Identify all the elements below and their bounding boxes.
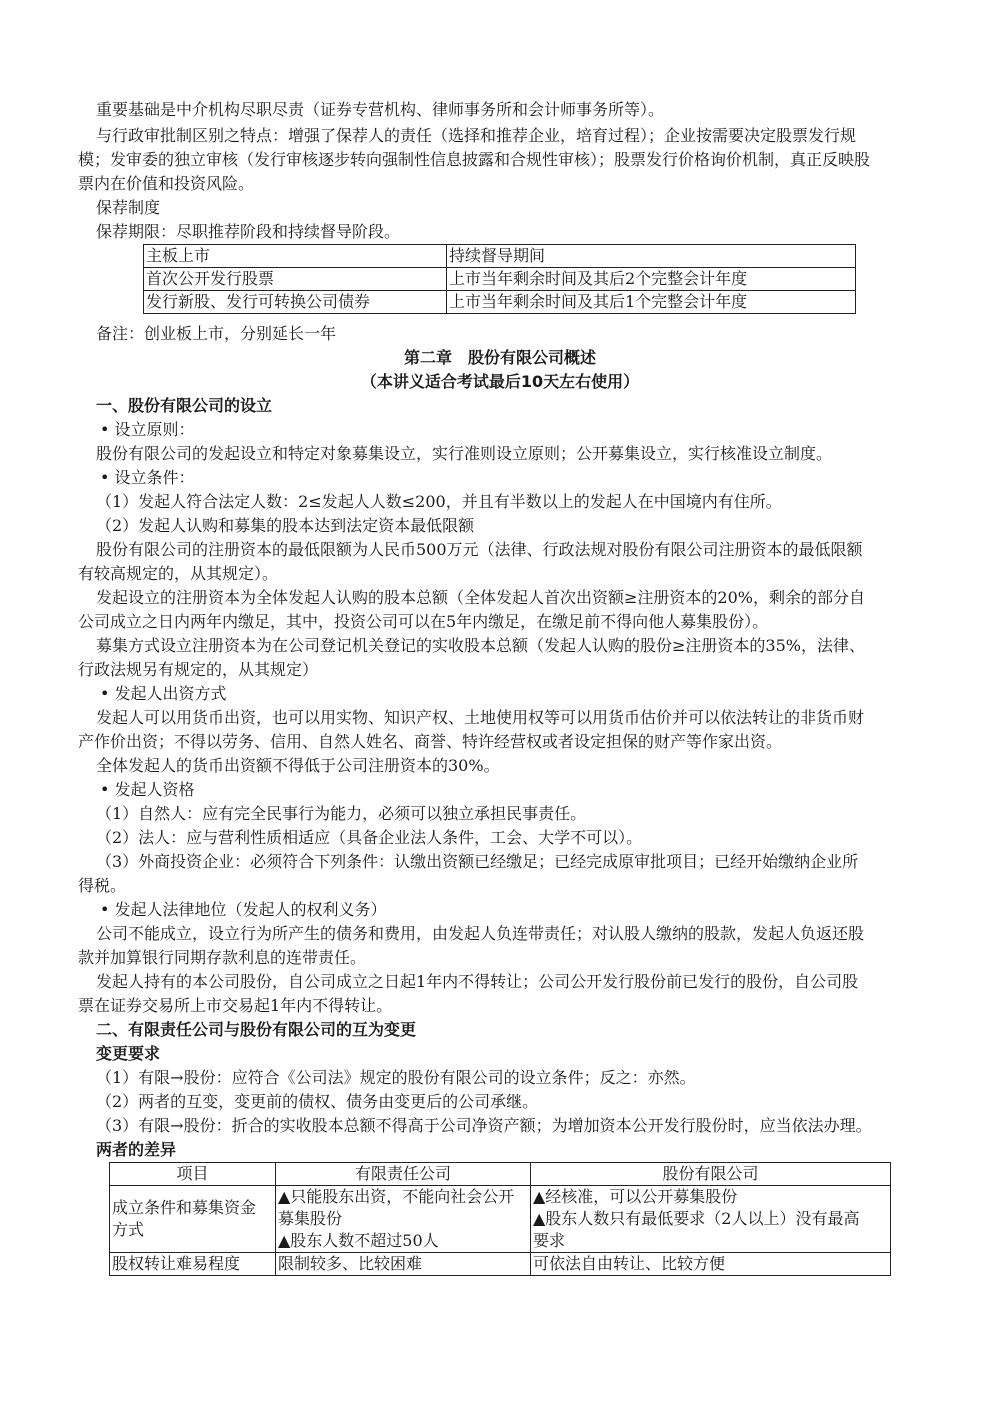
- cell-line: ▲股东人数不超过50人: [278, 1231, 439, 1250]
- paragraph: 票内在价值和投资风险。: [78, 174, 255, 193]
- table-cell: 有限责任公司: [276, 1163, 531, 1186]
- table-cell: 主板上市: [144, 245, 447, 268]
- table-note: 备注：创业板上市，分别延长一年: [96, 324, 337, 343]
- paragraph: （1）自然人：应有完全民事行为能力，必须可以独立承担民事责任。: [96, 804, 587, 823]
- cell-line: 要求: [533, 1231, 566, 1250]
- chapter-subtitle: （本讲义适合考试最后10天左右使用）: [360, 372, 640, 391]
- cell-line: ▲股东人数只有最低要求（2人以上）没有最高: [533, 1209, 860, 1228]
- paragraph: 发起人持有的本公司股份，自公司成立之日起1年内不得转让；公司公开发行股份前已发行的股份，自公司股: [96, 972, 859, 991]
- cell-line: ▲经核准，可以公开募集股份: [533, 1187, 738, 1206]
- chapter-title: 第二章 股份有限公司概述: [403, 348, 596, 367]
- paragraph: 与行政审批制区别之特点：增强了保荐人的责任（选择和推荐企业，培育过程）；企业按需要决定股票发行规: [96, 126, 857, 145]
- table-cell: [276, 1186, 531, 1253]
- paragraph: 产作价出资；不得以劳务、信用、自然人姓名、商誉、特许经营权或者设定担保的财产等作家出资。: [78, 732, 783, 751]
- table-header-row: [110, 1163, 891, 1186]
- paragraph: 募集方式设立注册资本为在公司登记机关登记的实收股本总额（发起人认购的股份≥注册资本的35%，法律、: [96, 636, 865, 655]
- paragraph: 模；发审委的独立审核（发行审核逐步转向强制性信息披露和合规性审核）；股票发行价格询价机制，真正反映股: [78, 150, 871, 169]
- paragraph: （2）法人：应与营利性质相适应（具备企业法人条件，工会、大学不可以）。: [96, 828, 643, 847]
- company-comparison-table: [109, 1162, 891, 1276]
- paragraph: （2）发起人认购和募集的股本达到法定资本最低限额: [96, 516, 475, 535]
- cell-line: 方式: [112, 1220, 145, 1239]
- paragraph: （2）两者的互变，变更前的债权、债务由变更后的公司承继。: [96, 1092, 539, 1111]
- cell-line: ▲只能股东出资，不能向社会公开: [278, 1187, 515, 1206]
- paragraph: 保荐期限：尽职推荐阶段和持续督导阶段。: [96, 222, 401, 241]
- table-cell: 股权转让难易程度: [110, 1253, 276, 1276]
- paragraph: 行政法规另有规定的，从其规定）: [78, 660, 319, 679]
- table-cell: 发行新股、发行可转换公司债券: [144, 291, 447, 314]
- table-cell: 项目: [110, 1163, 276, 1186]
- table-row: [144, 268, 856, 291]
- paragraph: （1）发起人符合法定人数：2≤发起人人数≤200，并且有半数以上的发起人在中国境内有住所。: [96, 492, 782, 511]
- paragraph: 得税。: [78, 876, 127, 895]
- paragraph: 股份有限公司的发起设立和特定对象募集设立，实行准则设立原则；公开募集设立，实行核准设立制度。: [96, 444, 833, 463]
- table-cell: 持续督导期间: [447, 245, 856, 268]
- table-cell: [110, 1186, 276, 1253]
- paragraph: （3）有限→股份：折合的实收股本总额不得高于公司净资产额；为增加资本公开发行股份时，应当依法办理。: [96, 1116, 872, 1135]
- paragraph: 发起设立的注册资本为全体发起人认购的股本总额（全体发起人首次出资额≥注册资本的20%，剩余的部分自: [96, 588, 865, 607]
- bullet-item: • 发起人出资方式: [100, 684, 227, 703]
- subheading: 变更要求: [96, 1044, 161, 1063]
- paragraph: 票在证券交易所上市交易起1年内不得转让。: [78, 996, 393, 1015]
- section-heading: 一、股份有限公司的设立: [96, 396, 273, 415]
- table-cell: 限制较多、比较困难: [276, 1253, 531, 1276]
- paragraph: 款并加算银行同期存款利息的连带责任。: [78, 948, 367, 967]
- paragraph: 公司成立之日内两年内缴足，其中，投资公司可以在5年内缴足，在缴足前不得向他人募集股份）。: [78, 612, 769, 631]
- table-cell: 上市当年剩余时间及其后2个完整会计年度: [447, 268, 856, 291]
- table-cell: [531, 1186, 891, 1253]
- paragraph: 保荐制度: [96, 198, 161, 217]
- paragraph: 全体发起人的货币出资额不得低于公司注册资本的30%。: [96, 756, 500, 775]
- bullet-item: • 设立条件：: [100, 468, 195, 487]
- paragraph: 重要基础是中介机构尽职尽责（证券专营机构、律师事务所和会计师事务所等）。: [96, 100, 665, 119]
- table-row: [110, 1186, 891, 1253]
- bullet-item: • 设立原则：: [100, 420, 195, 439]
- table-cell: 首次公开发行股票: [144, 268, 447, 291]
- table-cell: 可依法自由转让、比较方便: [531, 1253, 891, 1276]
- table-cell: 股份有限公司: [531, 1163, 891, 1186]
- table-header-row: [144, 245, 856, 268]
- paragraph: （1）有限→股份：应符合《公司法》规定的股份有限公司的设立条件；反之：亦然。: [96, 1068, 696, 1087]
- paragraph: 有较高规定的，从其规定）。: [78, 564, 279, 583]
- section-heading: 二、有限责任公司与股份有限公司的互为变更: [96, 1020, 417, 1039]
- table-row: [144, 291, 856, 314]
- paragraph: 公司不能成立，设立行为所产生的债务和费用，由发起人负连带责任；对认股人缴纳的股款，发起人负返还股: [96, 924, 865, 943]
- bullet-item: • 发起人资格: [100, 780, 195, 799]
- paragraph: 股份有限公司的注册资本的最低限额为人民币500万元（法律、行政法规对股份有限公司注册资本的最低限额: [96, 540, 863, 559]
- supervision-period-table: [143, 244, 856, 314]
- table-row: [110, 1253, 891, 1276]
- table-cell: 上市当年剩余时间及其后1个完整会计年度: [447, 291, 856, 314]
- cell-line: 募集股份: [278, 1209, 343, 1228]
- cell-line: 成立条件和募集资金: [112, 1198, 257, 1217]
- subheading: 两者的差异: [96, 1140, 177, 1159]
- paragraph: 发起人可以用货币出资，也可以用实物、知识产权、土地使用权等可以用货币估价并可以依法转让的非货币财: [96, 708, 865, 727]
- bullet-item: • 发起人法律地位（发起人的权利义务）: [100, 900, 387, 919]
- paragraph: （3）外商投资企业：必须符合下列条件：认缴出资额已经缴足；已经完成原审批项目；已经开始缴纳企业所: [96, 852, 859, 871]
